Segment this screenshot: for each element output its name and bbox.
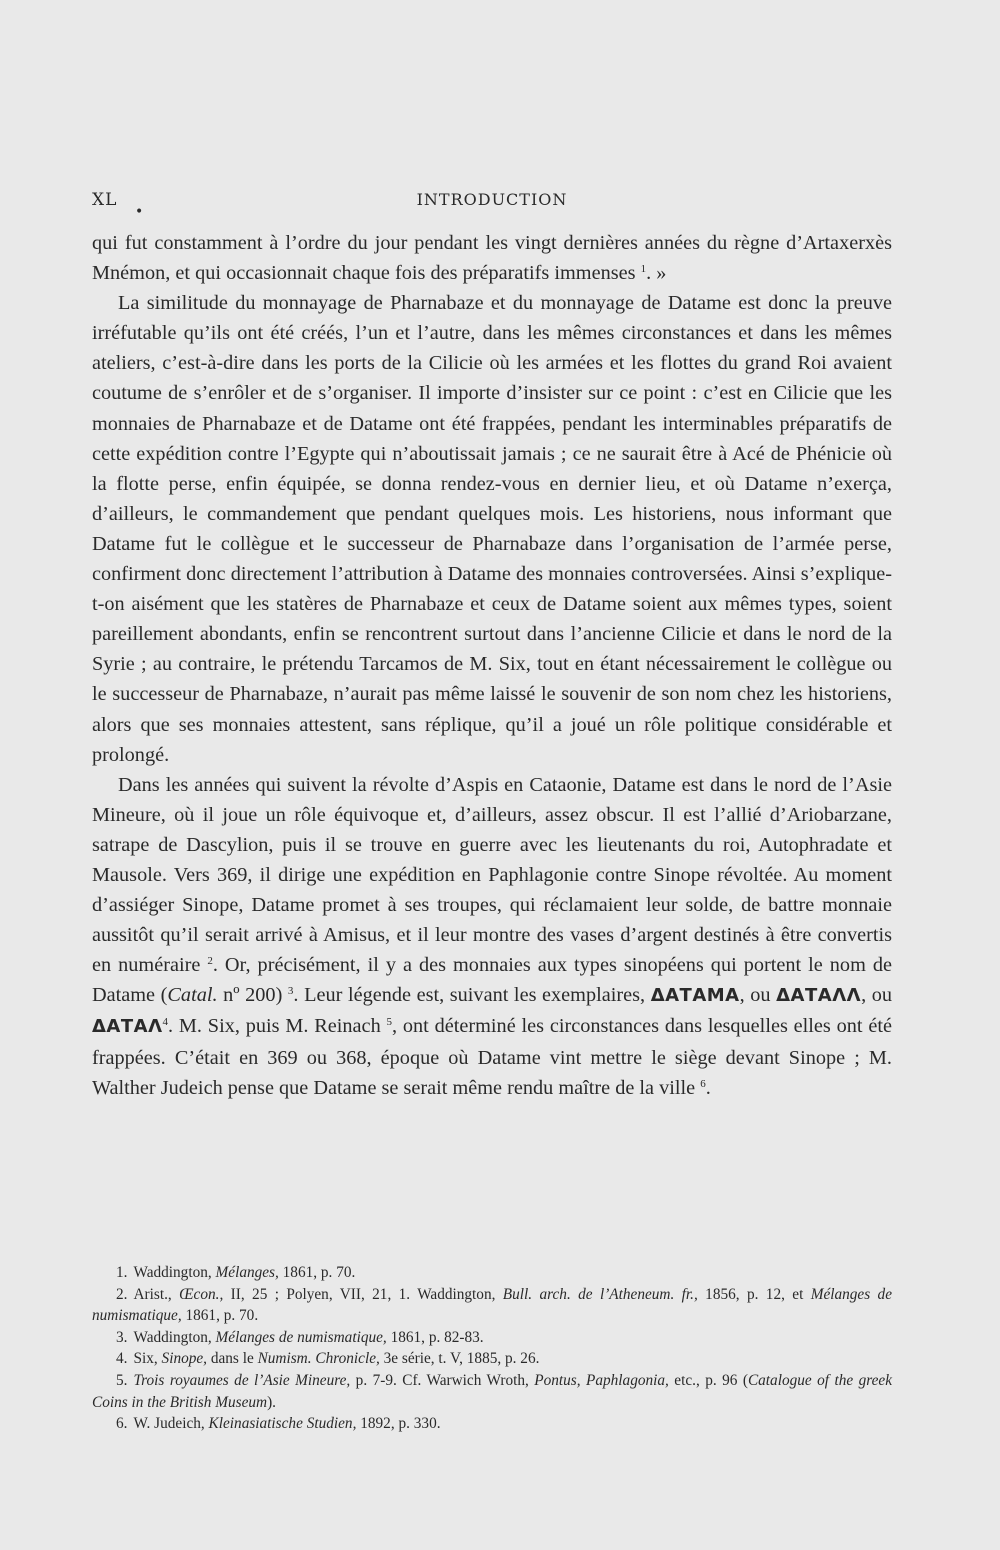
footnote-text: II, 25 ; Polyen, VII, 21, 1. Waddington, [223, 1285, 503, 1303]
footnote-text: 3e série, t. V, 1885, p. 26. [379, 1350, 540, 1368]
footnote-3 [92, 1327, 892, 1349]
footnotes [92, 1262, 892, 1435]
footnote-title: Mélanges, [215, 1264, 279, 1281]
footnote-text: p. 7-9. Cf. Warwich Wroth, [350, 1371, 535, 1389]
paragraph-3-end: . [705, 1076, 711, 1099]
footnote-text: Six, [133, 1350, 162, 1368]
paragraph-3-or-1: , ou [739, 984, 777, 1007]
paragraph-3-part-f: , ont déterminé les circonstances dans lesquelles elles ont été frappées. C’était en 369 ou 368, époque où Datame vint mettre le siège devant Sinope ; M. Walther Judeich pense que Datame se serait même rendu maître de la ville [92, 1015, 892, 1099]
footnote-text: 1861, p. 82-83. [386, 1328, 484, 1346]
footnote-ref-4: 4 [162, 1016, 169, 1029]
footnote-number: 2. [116, 1285, 128, 1303]
footnote-ref-2: 2 [207, 955, 213, 968]
header-dot: • [135, 204, 144, 220]
page-folio: XL [92, 190, 118, 210]
catalogue-abbrev: Catal. [167, 984, 218, 1007]
page-header [92, 190, 892, 218]
greek-legend-1: ΔΑΤΑΜΑ [650, 985, 740, 1007]
paragraph-3-part-e: . M. Six, puis M. Reinach [168, 1015, 387, 1038]
footnote-title: Mélanges de numismatique, [92, 1285, 892, 1325]
footnote-text: W. Judeich, [133, 1415, 209, 1433]
footnote-text: 1892, p. 330. [356, 1415, 441, 1433]
footnote-title: Œcon., [179, 1285, 224, 1303]
footnote-title: Trois royaumes de l’Asie Mineure, [133, 1371, 351, 1389]
footnote-ref-1: 1 [640, 263, 647, 276]
paragraph-1-text: qui fut constamment à l’ordre du jour pendant les vingt dernières années du règne d’Artaxerxès Mnémon, et qui occasionnait chaque fois des préparatifs immenses [92, 232, 892, 285]
footnote-number: 4. [116, 1350, 128, 1368]
footnote-title: Kleinasiatische Studien, [208, 1415, 357, 1433]
footnote-title: Mélanges de numismatique, [215, 1328, 387, 1346]
paragraph-3-or-2: , ou [861, 984, 892, 1007]
body-text [92, 228, 892, 1103]
footnote-number: 3. [116, 1328, 128, 1346]
footnote-title: Sinope, [161, 1350, 208, 1368]
footnote-text: 1861, p. 70. [181, 1307, 259, 1325]
greek-legend-3: ΔΑΤΑΛ [92, 1016, 163, 1038]
paragraph-3-part-d: . Leur légende est, suivant les exemplaires, [293, 984, 651, 1007]
paragraph-3-part-b: . Or, précisément, il y a des monnaies aux types sinopéens qui portent le nom de Datame ( [92, 954, 892, 1007]
footnote-text: dans le [207, 1350, 258, 1368]
running-title: INTRODUCTION [416, 190, 568, 209]
footnote-text: Arist., [133, 1285, 180, 1303]
footnote-number: 6. [116, 1415, 128, 1433]
footnote-number: 5. [116, 1371, 128, 1389]
footnote-ref-6: 6 [700, 1077, 706, 1090]
paragraph-1 [92, 228, 892, 288]
footnote-text: ). [267, 1393, 276, 1411]
footnote-2 [92, 1284, 892, 1327]
footnote-title: Pontus, Paphlagonia, [534, 1371, 669, 1389]
footnote-text: 1861, p. 70. [278, 1264, 356, 1281]
footnote-number: 1. [116, 1264, 128, 1281]
footnote-4 [92, 1348, 892, 1370]
greek-legend-2: ΔΑΤΑΛΛ [776, 985, 862, 1007]
footnote-text: etc., p. 96 ( [668, 1371, 748, 1389]
footnote-1 [92, 1262, 892, 1284]
footnote-ref-5: 5 [386, 1016, 393, 1029]
footnote-text: 1856, p. 12, et [697, 1285, 811, 1303]
footnote-5 [92, 1370, 892, 1413]
footnote-text: Waddington, [133, 1328, 216, 1346]
footnote-title: Numism. Chronicle, [257, 1350, 380, 1368]
footnote-6 [92, 1413, 892, 1435]
paragraph-1-end: . » [646, 262, 667, 285]
paragraph-3-part-a: Dans les années qui suivent la révolte d’Aspis en Cataonie, Datame est dans le nord de l’Asie Mineure, où il joue un rôle équivoque et, d’ailleurs, assez obscur. Il est l’allié d’Ariobarzane, satrape de Dascylion, puis il se trouve en guerre avec les lieutenants du roi, Autophradate et Mausole. Vers 369, il dirige une expédition en Paphlagonie contre Sinope révoltée. Au moment d’assiéger Sinope, Datame promet à ses troupes, qui réclamaient leur solde, de battre monnaie aussitôt qu’il serait arrivé à Amisus, et il leur montre des vases d’argent destinés à être convertis en numéraire [92, 773, 892, 977]
footnote-text: Waddington, [133, 1264, 216, 1281]
footnote-ref-3: 3 [287, 985, 294, 998]
footnote-title: Catalogue of the greek Coins in the British Museum [92, 1371, 892, 1411]
footnote-title: Bull. arch. de l’Atheneum. fr., [502, 1285, 698, 1303]
paragraph-2: La similitude du monnayage de Pharnabaze et du monnayage de Datame est donc la preuve irréfutable qu’ils ont été créés, l’un et l’autre, dans les mêmes circonstances et dans les mêmes ateliers, c’est-à-dire dans les ports de la Cilicie où les armées et les flottes du grand Roi avaient coutume de s’enrôler et de s’organiser. Il importe d’insister sur ce point : c’est en Cilicie que les monnaies de Pharnabaze et de Datame ont été frappées, pendant les interminables préparatifs de cette expédition contre l’Egypte qui n’aboutissait jamais ; ce ne saurait être à Acé de Phénicie où la flotte perse, enfin équipée, se donna rendez-vous en dernier lieu, et où Datame n’exerça, d’ailleurs, le commandement que pendant quelques mois. Les historiens, nous informant que Datame fut le collègue et le successeur de Pharnabaze dans l’organisation de l’armée perse, confirment donc directement l’attribution à Datame des monnaies controversées. Ainsi s’explique-t-on aisément que les statères de Pharnabaze et ceux de Datame soient aux mêmes types, soient pareillement abondants, enfin se rencontrent surtout dans l’ancienne Cilicie et dans le nord de la Syrie ; au contraire, le prétendu Tarcamos de M. Six, tout en étant nécessairement le collègue ou le successeur de Pharnabaze, n’aurait pas même laissé le souvenir de son nom chez les historiens, alors que ses monnaies attestent, sans réplique, qu’il a joué un rôle politique considérable et prolongé. [92, 292, 892, 766]
paragraph-3 [92, 770, 892, 1103]
paragraph-3-part-c: nº 200) [217, 984, 288, 1007]
